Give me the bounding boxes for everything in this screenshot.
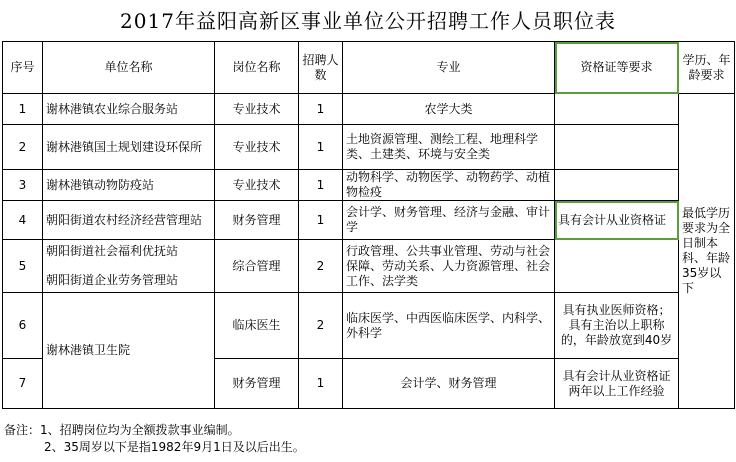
cell-unit: 谢林港镇动物防疫站 [43, 170, 215, 201]
cell-seq: 5 [3, 240, 43, 293]
header-unit: 单位名称 [43, 42, 215, 94]
cell-cert [555, 170, 679, 201]
cell-seq: 6 [3, 293, 43, 359]
table-row [3, 170, 735, 201]
cell-count: 1 [299, 359, 343, 409]
cell-count: 1 [299, 125, 343, 170]
cell-seq: 7 [3, 359, 43, 409]
header-seq: 序号 [3, 42, 43, 94]
table-row [3, 201, 735, 240]
cell-major: 动物科学、动物医学、动物药学、动植物检疫 [343, 170, 555, 201]
header-edu: 学历、年龄要求 [679, 42, 735, 94]
cell-major: 会计学、财务管理 [343, 359, 555, 409]
cell-post: 综合管理 [215, 240, 299, 293]
footnote-line-1: 备注：1、招聘岗位均为全额拨款事业编制。 [4, 423, 240, 437]
header-cert: 资格证等要求 [555, 42, 679, 94]
cell-count: 1 [299, 94, 343, 125]
cell-unit [43, 240, 215, 293]
cell-major: 行政管理、公共事业管理、劳动与社会保障、劳动关系、人力资源管理、社会工作、法学类 [343, 240, 555, 293]
cell-post: 财务管理 [215, 201, 299, 240]
cell-unit-line: 朝阳街道企业劳务管理站 [46, 273, 179, 287]
page-title: 2017年益阳高新区事业单位公开招聘工作人员职位表 [120, 9, 616, 33]
cell-major: 土地资源管理、测绘工程、地理科学类、土建类、环境与安全类 [343, 125, 555, 170]
cell-post: 临床医生 [215, 293, 299, 359]
cell-major: 农学大类 [343, 94, 555, 125]
table-row [3, 94, 735, 125]
table-header-row [3, 42, 735, 94]
cell-unit: 谢林港镇国土规划建设环保所 [43, 125, 215, 170]
cell-count: 2 [299, 293, 343, 359]
cell-count: 2 [299, 240, 343, 293]
cell-post: 专业技术 [215, 94, 299, 125]
header-major: 专业 [343, 42, 555, 94]
cell-seq: 4 [3, 201, 43, 240]
cell-seq: 3 [3, 170, 43, 201]
footnote-line-2: 2、35周岁以下是指1982年9月1日及以后出生。 [44, 440, 305, 454]
cell-cert [555, 94, 679, 125]
cell-cert [555, 240, 679, 293]
cell-cert: 具有执业医师资格；具有主治以上职称的，年龄放宽到40岁 [555, 293, 679, 359]
cell-edu-requirement: 最低学历要求为全日制本科、年龄35岁以下 [679, 94, 735, 409]
cell-post: 专业技术 [215, 170, 299, 201]
cell-count: 1 [299, 170, 343, 201]
table-row [3, 240, 735, 293]
cell-seq: 1 [3, 94, 43, 125]
cell-cert: 具有会计从业资格证两年以上工作经验 [555, 359, 679, 409]
cell-major: 临床医学、中西医临床医学、内科学、外科学 [343, 293, 555, 359]
table-row [3, 293, 735, 359]
cell-seq: 2 [3, 125, 43, 170]
header-post: 岗位名称 [215, 42, 299, 94]
cell-cert [555, 125, 679, 170]
positions-table [2, 41, 735, 409]
footnotes [4, 422, 305, 456]
cell-post: 财务管理 [215, 359, 299, 409]
cell-unit: 谢林港镇农业综合服务站 [43, 94, 215, 125]
cell-unit: 谢林港镇卫生院 [43, 293, 215, 409]
cell-unit: 朝阳街道农村经济经营管理站 [43, 201, 215, 240]
cell-post: 专业技术 [215, 125, 299, 170]
cell-major: 会计学、财务管理、经济与金融、审计学 [343, 201, 555, 240]
table-row [3, 125, 735, 170]
header-count: 招聘人数 [299, 42, 343, 94]
cell-cert: 具有会计从业资格证 [555, 201, 679, 240]
cell-unit-line: 朝阳街道社会福利优抚站 [46, 244, 179, 258]
cell-count: 1 [299, 201, 343, 240]
